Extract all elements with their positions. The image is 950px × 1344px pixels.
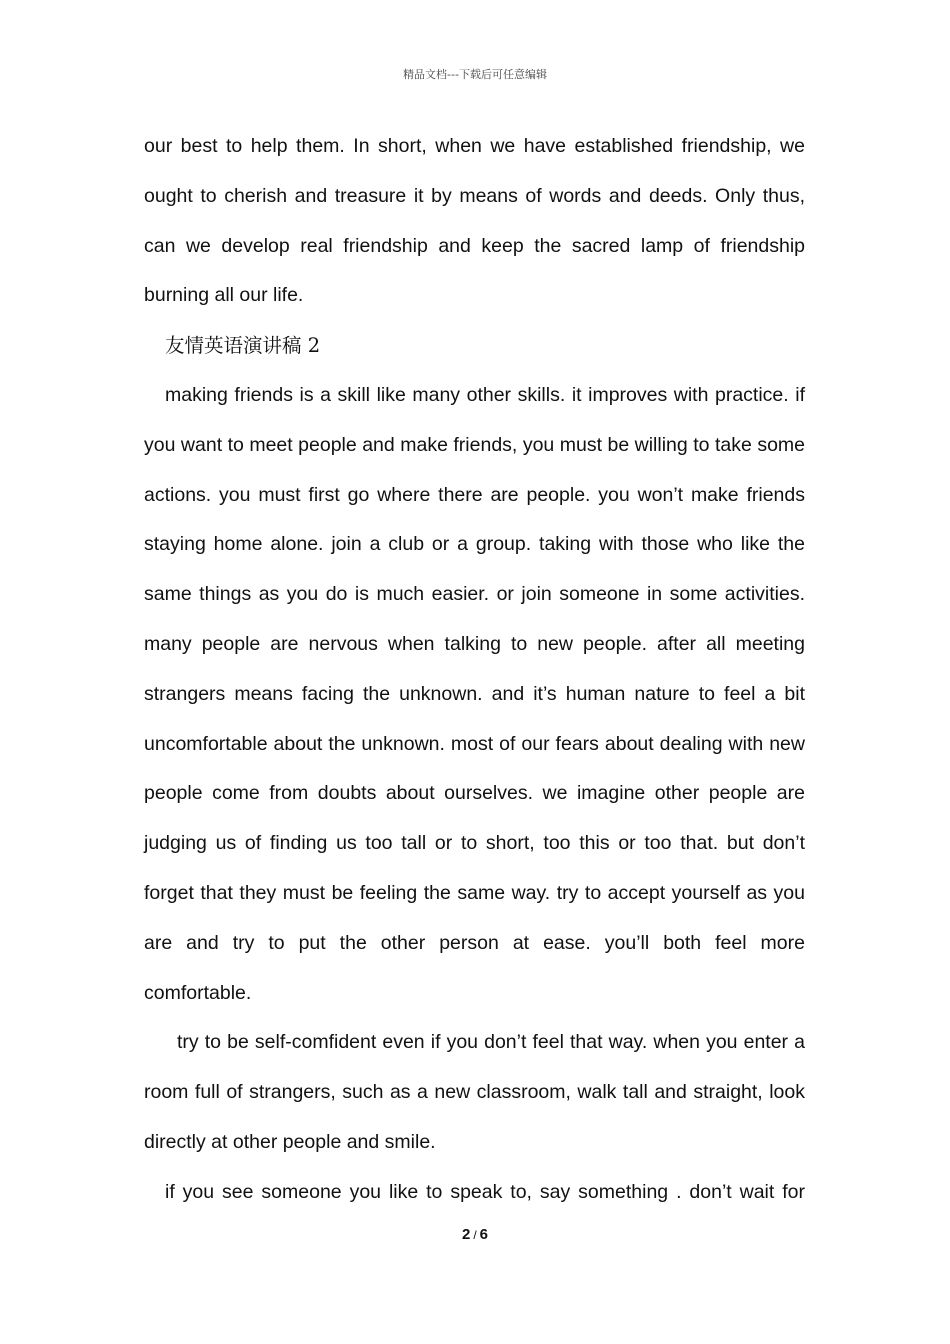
paragraph-making-friends: making friends is a skill like many other skills. it improves with practice. if you want to meet people and make friends, you must be willing to take some actions. you must first go where there are people. you won’t make friends staying home alone. join a club or a group. taking with those who like the same things as you do is much easier. or join someone in some activities. many people are nervous when talking to new people. after all meeting strangers means facing the unknown. and it’s human nature to feel a bit uncomfortable about the unknown. most of our fears about dealing with new people come from doubts about ourselves. we imagine other people are judging us of finding us too tall or to short, too this or too that. but don’t forget that they must be feeling the same way. try to accept yourself as you are and try to put the other person at ease. you’ll both feel more comfortable. xyxy=(144,383,805,1004)
section-heading: 友情英语演讲稿 2 xyxy=(165,334,321,358)
page-number xyxy=(0,1226,950,1243)
current-page-number: 2 xyxy=(461,1226,471,1243)
page-separator: / xyxy=(473,1228,477,1242)
paragraph-closing-friendship: our best to help them. In short, when we have established friendship, we ought to cherish and treasure it by means of words and deeds. Only thus, can we develop real friendship and keep the sacred lamp of friendship burning all our life. xyxy=(144,135,805,307)
paragraph-self-confidence: try to be self-comfident even if you don’t feel that way. when you enter a room full of strangers, such as a new classroom, walk tall and straight, look directly at other people and smile. xyxy=(144,1031,805,1153)
page-header: 精品文档---下载后可任意编辑 xyxy=(403,68,547,81)
paragraph-speak-to-someone: if you see someone you like to speak to, say something . don’t wait for xyxy=(165,1180,805,1203)
document-body xyxy=(144,122,805,1218)
total-page-number: 6 xyxy=(479,1226,489,1243)
